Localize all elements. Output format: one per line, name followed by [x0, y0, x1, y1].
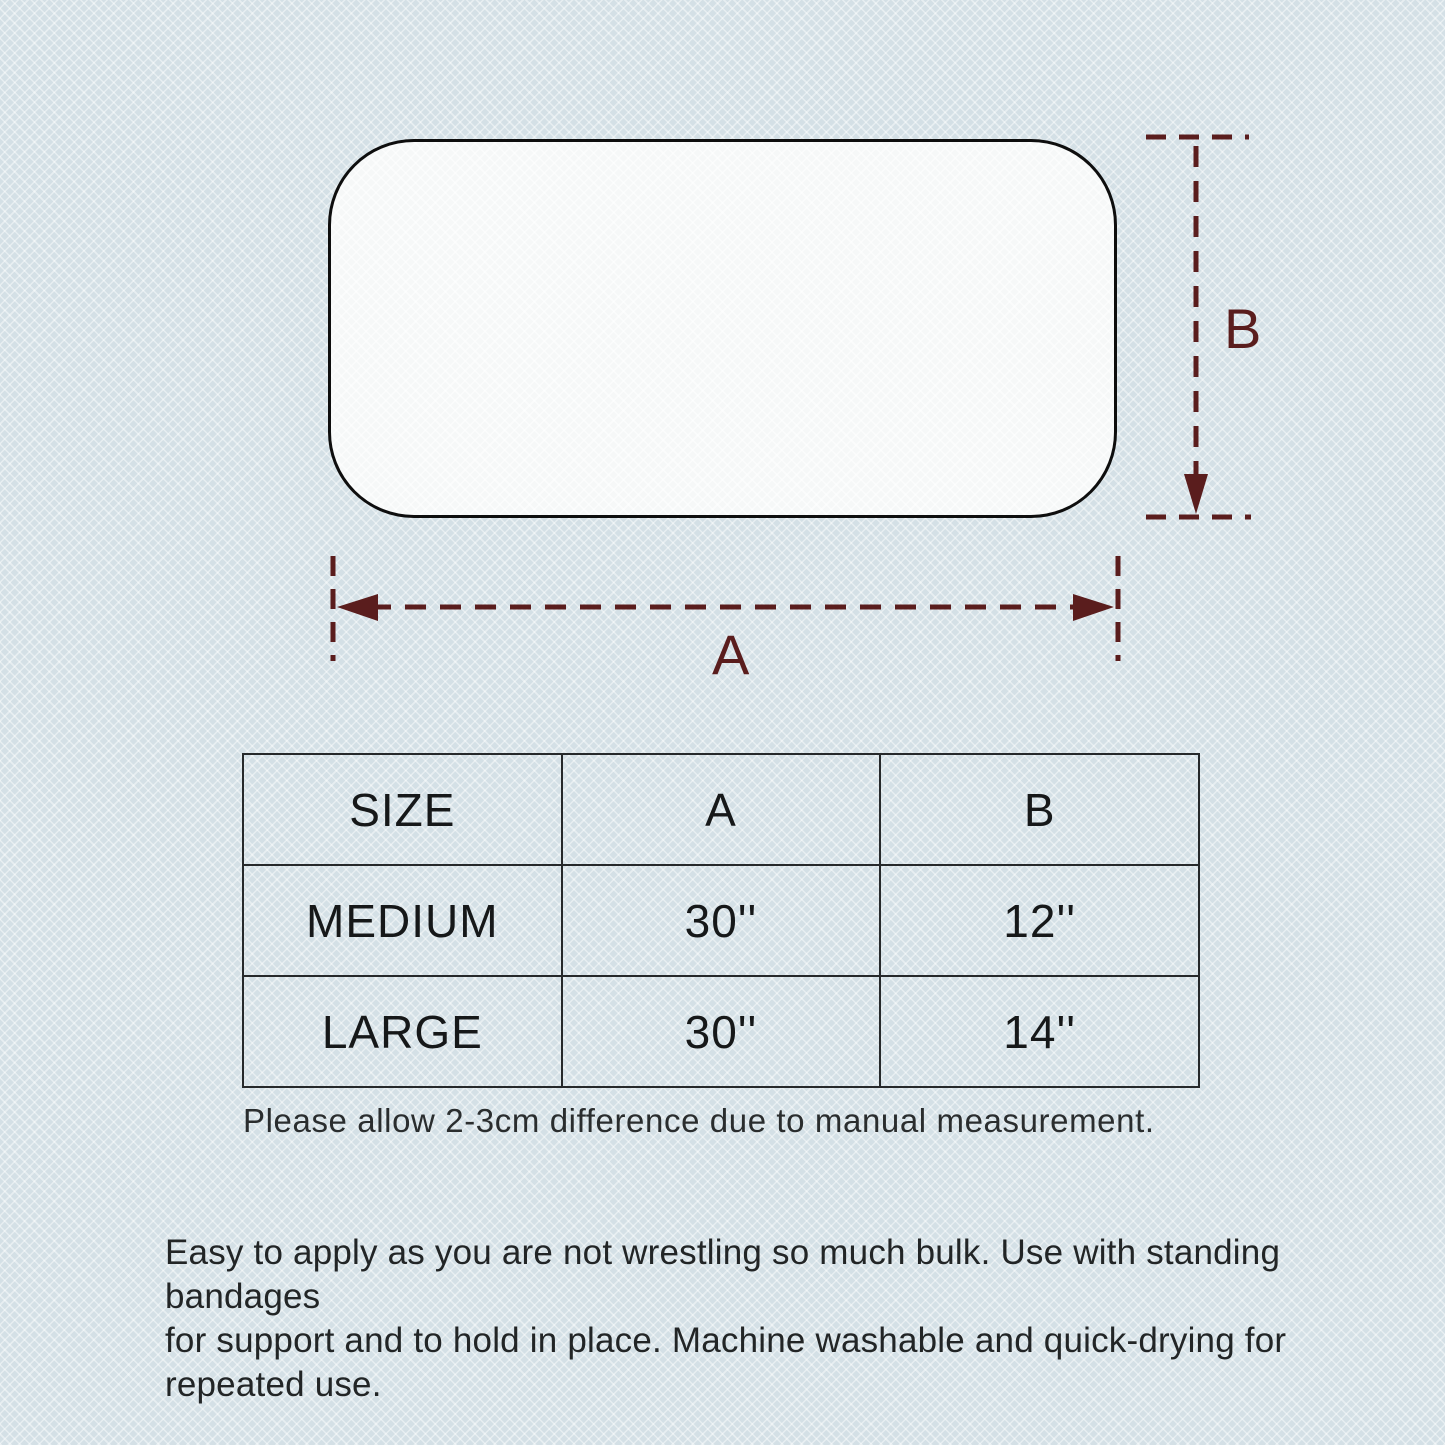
width-arrowhead-right [1073, 594, 1114, 621]
width-arrowhead-left [337, 594, 378, 621]
dimension-b-cell: 14'' [880, 976, 1199, 1087]
size-cell: LARGE [243, 976, 562, 1087]
height-dimension-label: B [1224, 297, 1262, 360]
size-table-header-a: A [562, 754, 881, 865]
size-table-header-row [243, 754, 1199, 865]
product-description [165, 1231, 1395, 1407]
product-outline-shape [328, 139, 1117, 518]
size-table-header-size: SIZE [243, 754, 562, 865]
size-table-row-medium [243, 865, 1199, 976]
description-line: Easy to apply as you are not wrestling so much bulk. Use with standing bandages [165, 1233, 1281, 1316]
measurement-note: Please allow 2-3cm difference due to manual measurement. [243, 1102, 1155, 1139]
size-table-row-large [243, 976, 1199, 1087]
size-table-header-b: B [880, 754, 1199, 865]
width-dimension-label: A [712, 623, 750, 686]
description-line: repeated use. [165, 1365, 382, 1404]
size-table [242, 753, 1200, 1088]
height-arrowhead-down [1184, 474, 1208, 514]
size-cell: MEDIUM [243, 865, 562, 976]
dimension-a-cell: 30'' [562, 865, 881, 976]
dimension-a-cell: 30'' [562, 976, 881, 1087]
description-line: for support and to hold in place. Machine washable and quick-drying for [165, 1321, 1287, 1360]
dimension-b-cell: 12'' [880, 865, 1199, 976]
